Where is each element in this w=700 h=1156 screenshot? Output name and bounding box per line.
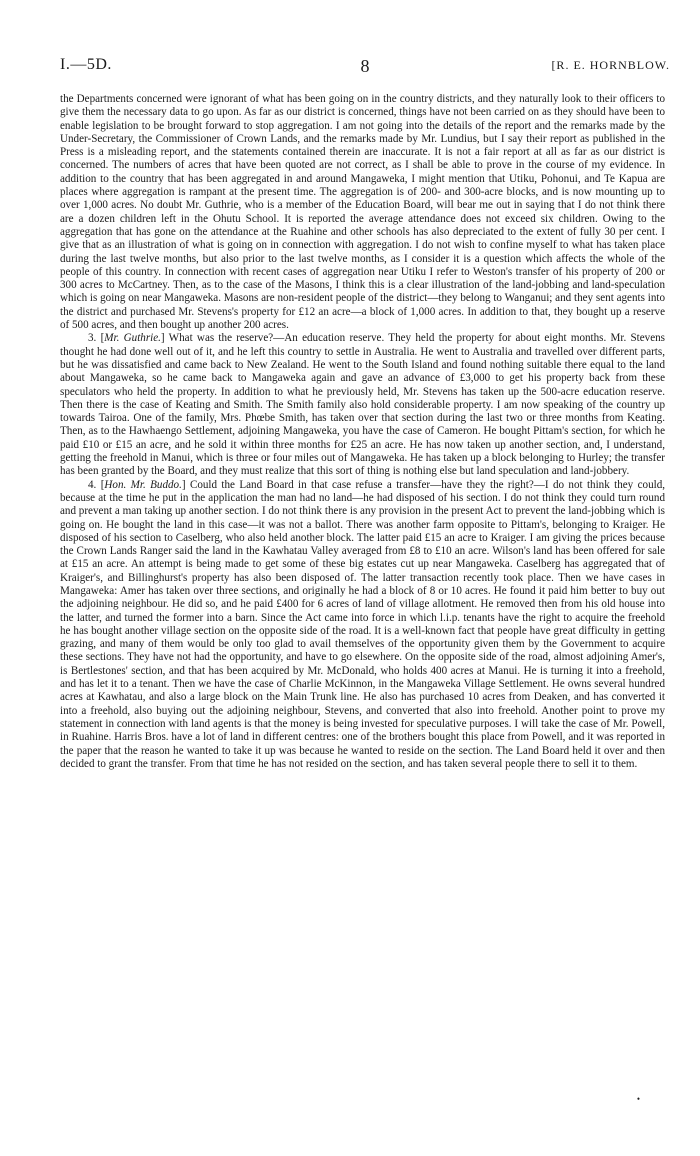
paragraph-text: ] What was the reserve?—An education reserve. They held the property for about eight months. Mr. Stevens thought he had done well out of it, and he left this country to settle in Australia. He went to Australia and travelled over different parts, but he was dissatisfied and came back to New Zealand. He went to the South Island and found nothing suitable there equal to the land about Mangaweka, so he came back to Mangaweka again and gave an advance of £3,000 to get his property back from these speculators who held the property. In addition to what he previously held, Mr. Stevens has taken up the 500-acre education reserve. Then there is the case of Keating and Smith. The Smith family also hold considerable property. I am now speaking of the country up towards Tairoa. One of the family, Mrs. Phœbe Smith, has taken over that section during the last two or three months from Keating. Then, as to the Hawhaengo Settlement, adjoining Mangaweka, you have the case of Cameron. He bought Pittam's section, for which he paid £10 or £15 an acre, and he sold it within three months for £25 an acre. He has now taken up another section, and, I understand, getting the freehold in Manui, which is three or four miles out of Mangaweka. He has taken up a block belonging to Hurley; the transfer has been granted by the Board, and they must realize that this sort of thing is nothing else but land speculation and land-jobbery. [60,332,665,478]
document-reference: I.—5D. [60,56,112,73]
paragraph-text: ] Could the Land Board in that case refuse a transfer—have they the right?—I do not think they could, because at the time he put in the application the man had no land—he had disposed of his section. I do not think they could turn round and prevent a man taking up another section. I do not think there is any provision in the present Act to prevent the land-jobbing which is going on. He bought the land in this case—it was not a ballot. There was another farm opposite to Pittam's, belonging to Kraiger. He disposed of his section to Caselberg, who also held another block. The latter paid £15 an acre to Kraiger. I am giving the prices because the Crown Lands Ranger said the land in the Kawhatau Valley averaged from £8 to £10 an acre. Wilson's land has been offered for sale at £15 an acre. An attempt is being made to get some of these big estates cut up near Mangaweka. Caselberg has aggregated that of Kraiger's, and Billinghurst's property has also been disposed of. The latter transaction recently took place. Then we have cases in Mangaweka: Amer has taken over three sections, and originally he had a block of 8 or 10 acres. He found it paid him better to buy out the adjoining neighbour. He did so, and he paid £400 for 6 acres of land of village allotment. He removed then from his old house into the latter, and turned the former into a barn. Since the Act came into force in which l.i.p. tenants have the right to acquire the freehold he has bought another village section on the opposite side of the road. It is a well-known fact that people have great difficulty in getting grazing, and many of them would be only too glad to avail themselves of the opportunity given them by the Government to acquire these sections. They have not had the opportunity, and have to go elsewhere. On the opposite side of the road, almost adjoining Amer's, is Bertlestones' section, and that has been acquired by Mr. McDonald, who holds 400 acres at Manui. He is turning it into a freehold, and has let it to a tenant. Then we have the case of Charlie McKinnon, in the Mangaweka Village Settlement. He owns several hundred acres at Kawhatau, and also a large block on the Main Trunk line. He also has purchased 10 acres from Deaken, and has converted it into a freehold, also buying out the adjoining neighbour, Stevens, and converted that also into freehold. Another point to prove my statement in connection with land agents is that the money is being invested for speculative purposes. I will take the case of Mr. Powell, in Ruahine. Harris Bros. have a lot of land in different centres: one of the brothers bought this place from Powell, and it was reported in the paper that the reason he wanted to take it up was because he wanted to reside on the section. The Land Board held it over and then decided to grant the transfer. From that time he has not resided on the section, and has taken several people there to sell it to them. [60,478,666,770]
evidence-text [60,93,665,771]
question-number: 4. [88,478,101,491]
speaker-name: Mr. Guthrie. [104,332,161,345]
paragraph-continuation [60,93,665,332]
witness-name: [R. E. HORNBLOW. [551,58,670,72]
page-number: 8 [360,56,370,76]
paragraph-question-4: 4. [Hon. Mr. Buddo.] Could the Land Board in that case refuse a transfer—have they the right?—I do not think they could, because at the time he put in the application the man had no land—he had disposed of his section. I do not think they could turn round and prevent a man taking up another section. I do not think there is any provision in the present Act to prevent the land-jobbing which is going on. He bought the land in this case—it was not a ballot. There was another farm opposite to Pittam's, belonging to Kraiger. He disposed of his section to Caselberg, who also held another block. The latter paid £15 an acre to Kraiger. I am giving the prices because the Crown Lands Ranger said the land in the Kawhatau Valley averaged from £8 to £10 an acre. Wilson's land has been offered for sale at £15 an acre. An attempt is being made to get some of these big estates cut up near Mangaweka. Caselberg has aggregated that of Kraiger's, and Billinghurst's property has also been disposed of. The latter transaction recently took place. Then we have cases in Mangaweka: Amer has taken over three sections, and originally he had a block of 8 or 10 acres. He found it paid him better to buy out the adjoining neighbour. He did so, and he paid £400 for 6 acres of land of village allotment. He removed then from his old house into the latter, and turned the former into a barn. Since the Act came into force in which l.i.p. tenants have the right to acquire the freehold he has bought another village section on the opposite side of the road. It is a well-known fact that people have great difficulty in getting grazing, and many of them would be only too glad to avail themselves of the opportunity given them by the Government to acquire these sections. They have not had the opportunity, and have to go elsewhere. On the opposite side of the road, almost adjoining Amer's, is Bertlestones' section, and that has been acquired by Mr. McDonald, who holds 400 acres at Manui. He is turning it into a freehold, and has let it to a tenant. Then we have the case of Charlie McKinnon, in the Mangaweka Village Settlement. He owns several hundred acres at Kawhatau, and also a large block on the Main Trunk line. He also has purchased 10 acres from Deaken, and has converted it into a freehold, also buying out the adjoining neighbour, Stevens, and converted that also into freehold. Another point to prove my statement in connection with land agents is that the money is being invested for speculative purposes. I will take the case of Mr. Powell, in Ruahine. Harris Bros. have a lot of land in different centres: one of the brothers bought this place from Powell, and it was reported in the paper that the reason he wanted to take it up was because he wanted to reside on the section. The Land Board held it over and then decided to grant the transfer. From that time he has not resided on the section, and has taken several people there to sell it to them. [60,478,666,770]
paragraph-text: the Departments concerned were ignorant of what has been going on in the country districts, and they naturally look to their officers to give them the necessary data to go upon. As far as our district is concerned, things have not been carried on as they should have been to enable legislation to be brought forward to stop aggregation. I am not going into the details of the report and the remarks made by the Under-Secretary, the Commissioner of Crown Lands, and the remarks made by Mr. Lundius, but I say their report as published in the Press is a misleading report, and the statements contained therein are inaccurate. It is not a fair report at all as far as our district is concerned. The numbers of acres that have been quoted are not correct, as I shall be able to prove in the course of my evidence. In addition to the country that has been aggregated in and around Mangaweka, I might mention that Utiku, Pohonui, and Te Kapua are places where aggregation is rampant at the present time. The aggregation is of 200- and 300-acre blocks, and is now mounting up to over 1,000 acres. No doubt Mr. Guthrie, who is a member of the Education Board, will bear me out in saying that I do not think there are a dozen children left in the Ohutu School. It is reported the average attendance does not exceed six children. Owing to the aggregation that has gone on the attendance at the Ruahine and other schools has also depreciated to the extent of fully 30 per cent. I give that as an illustration of what is going on in connection with aggregation. I do not wish to confine myself to what has taken place during the last twelve months, but also prior to the last twelve months, as I consider it is a question which affects the whole of the people of this country. In connection with recent cases of aggregation near Utiku I refer to Weston's transfer of his property of 200 or 300 acres to McCartney. Then, as to the case of the Masons, I think this is a clear illustration of the land-jobbing and land-speculation which is going on near Mangaweka. Masons are non-resident people of the district—they belong to Wanganui; and they sent agents into the district and purchased Mr. Stevens's property for £12 an acre—a block of 1,000 acres. In addition to that, they bought up a reserve of 500 acres, and then bought up another 200 acres. [60,93,665,332]
paragraph-question-3: 3. [Mr. Guthrie.] What was the reserve?—An education reserve. They held the property for about eight months. Mr. Stevens thought he had done well out of it, and he left this country to settle in Australia. He went to Australia and travelled over different parts, but he was dissatisfied and came back to New Zealand. He went to the South Island and found nothing suitable there equal to the land about Mangaweka, so he came back to Mangaweka again and gave an advance of £3,000 to get his property back from these speculators who held the property. In addition to what he previously held, Mr. Stevens has taken up the 500-acre education reserve. Then there is the case of Keating and Smith. The Smith family also hold considerable property. I am now speaking of the country up towards Tairoa. One of the family, Mrs. Phœbe Smith, has taken over that section during the last two or three months from Keating. Then, as to the Hawhaengo Settlement, adjoining Mangaweka, you have the case of Cameron. He bought Pittam's section, for which he paid £10 or £15 an acre, and he sold it within three months for £25 an acre. He has now taken up another section, and, I understand, getting the freehold in Manui, which is three or four miles out of Mangaweka. He has taken up a block belonging to Hurley; the transfer has been granted by the Board, and they must realize that this sort of thing is nothing else but land speculation and land-jobbery. [60,332,665,478]
question-number: 3. [88,332,101,345]
page-header [60,56,670,80]
speaker-name: Hon. Mr. Buddo. [104,478,182,491]
page-mark: • [636,1094,640,1104]
